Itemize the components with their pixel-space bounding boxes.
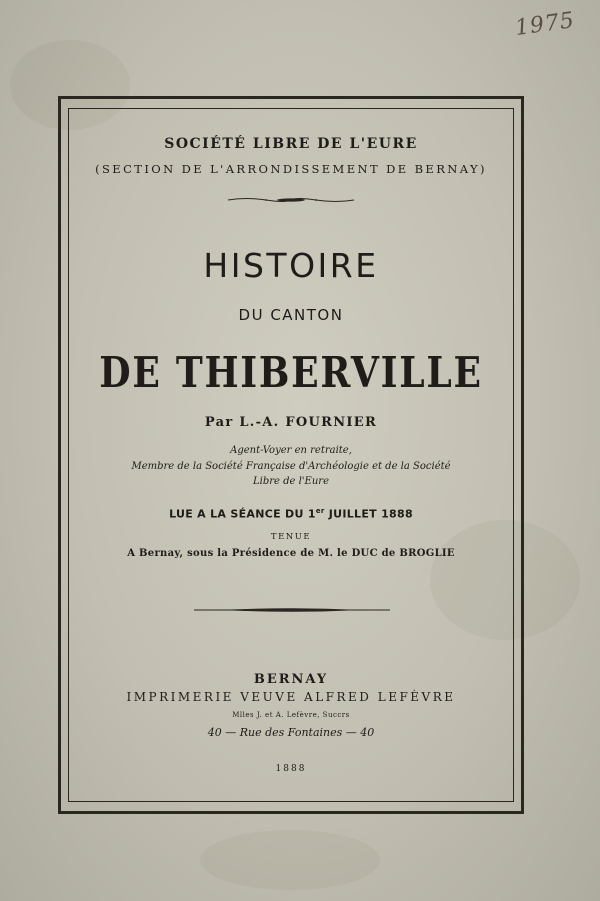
society-section: (SECTION DE L'ARRONDISSEMENT DE BERNAY) — [95, 162, 487, 176]
author-role-line: Agent-Voyer en retraite, — [230, 445, 352, 456]
imprint-printer: IMPRIMERIE VEUVE ALFRED LEFÈVRE — [126, 690, 456, 704]
author-byline: Par L.-A. FOURNIER — [204, 415, 378, 430]
handwritten-annotation: 1975 — [513, 7, 577, 42]
book-subtitle: DU CANTON — [238, 306, 344, 324]
book-place-title: DE THIBERVILLE — [99, 348, 483, 397]
paper-stain — [200, 830, 380, 890]
reading-date-suffix: JUILLET 1888 — [324, 507, 413, 521]
imprint-year: 1888 — [275, 764, 307, 774]
imprint-successors: Mlles J. et A. Lefèvre, Succrs — [232, 711, 350, 719]
imprint-city: BERNAY — [253, 672, 329, 687]
presidence-line: A Bernay, sous la Présidence de M. le DUC de BROGLIE — [127, 548, 455, 559]
reading-date-ordinal: er — [315, 507, 325, 515]
ornament-divider — [192, 606, 392, 614]
society-name: SOCIÉTÉ LIBRE DE L'EURE — [164, 136, 418, 152]
reading-date-prefix: LUE A LA SÉANCE DU 1 — [169, 507, 316, 521]
book-title: HISTOIRE — [203, 246, 379, 285]
ornament-divider — [226, 196, 356, 204]
reading-date — [68, 507, 514, 521]
title-page-content — [68, 108, 514, 802]
held-label: TENUE — [270, 532, 312, 542]
author-role-line: Libre de l'Eure — [252, 476, 329, 487]
imprint-address: 40 — Rue des Fontaines — 40 — [207, 726, 375, 739]
author-role-line: Membre de la Société Française d'Archéologie et de la Société — [131, 461, 451, 472]
